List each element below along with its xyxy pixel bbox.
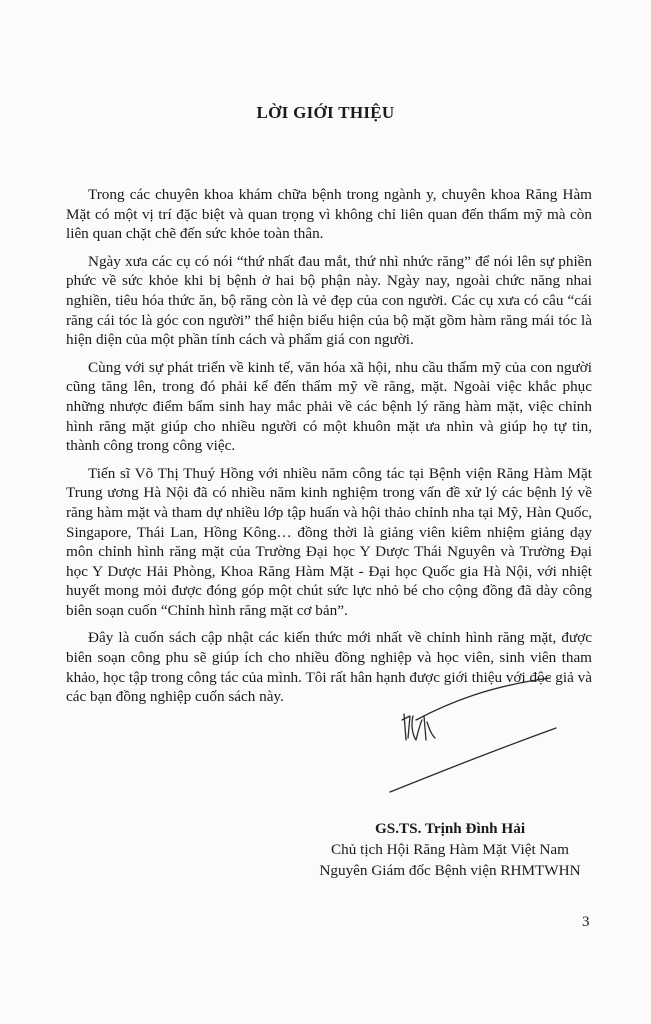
paragraph-3: Cùng với sự phát triển về kinh tế, văn hóa xã hội, nhu cầu thẩm mỹ của con người cũng tăng lên, trong đó phải kể đến thẩm mỹ về răng, mặt. Ngoài việc khắc phục những nhược điểm bẩm sinh hay mắc phải về các bệnh lý răng hàm mặt, việc chỉnh hình răng mặt giúp cho nhiều người có một khuôn mặt ưa nhìn và giúp họ tự tin, thành công trong công việc. <box>66 358 592 455</box>
signer-name: GS.TS. Trịnh Đình Hải <box>374 820 526 837</box>
body-text <box>66 185 592 715</box>
paragraph-4: Tiến sĩ Võ Thị Thuý Hồng với nhiều năm công tác tại Bệnh viện Răng Hàm Mặt Trung ương Hà Nội đã có nhiều năm kinh nghiệm trong vấn đề xử lý các bệnh lý về răng hàm mặt và tham dự nhiều lớp tập huấn và hội thảo chỉnh nha tại Mỹ, Hàn Quốc, Singapore, Thái Lan, Hồng Kông… đồng thời là giảng viên kiêm nhiệm giảng dạy môn chỉnh hình răng mặt của Trường Đại học Y Dược Thái Nguyên và Trường Đại học Y Dược Hải Phòng, Khoa Răng Hàm Mặt - Đại học Quốc gia Hà Nội, với nhiệt huyết mong mỏi được đóng góp một chút sức lực nhỏ bé cho cộng đồng đã dày công biên soạn cuốn “Chỉnh hình răng mặt cơ bản”. <box>66 464 592 619</box>
signer-title-1: Chủ tịch Hội Răng Hàm Mặt Việt Nam <box>331 841 569 858</box>
handwritten-signature <box>380 676 590 806</box>
paragraph-1: Trong các chuyên khoa khám chữa bệnh trong ngành y, chuyên khoa Răng Hàm Mặt có một vị trí đặc biệt và quan trọng vì không chỉ liên quan đến thẩm mỹ mà còn liên quan chặt chẽ đến sức khỏe toàn thân. <box>66 186 592 243</box>
paragraph-2: Ngày xưa các cụ có nói “thứ nhất đau mắt, thứ nhì nhức răng” để nói lên sự phiền phức về sức khỏe khi bị bệnh ở hai bộ phận này. Ngày nay, ngoài chức năng nhai nghiền, tiêu hóa thức ăn, bộ răng còn là vẻ đẹp của con người. Các cụ xưa có câu “cái răng cái tóc là góc con người” thể hiện biểu hiện của bộ mặt gồm hàm răng mái tóc là hiện diện của một phần tính cách và phẩm giá con người. <box>66 252 592 349</box>
signer-title-2: Nguyên Giám đốc Bệnh viện RHMTWHN <box>319 862 581 879</box>
signer-block <box>300 818 600 881</box>
paragraph-5: Đây là cuốn sách cập nhật các kiến thức mới nhất về chỉnh hình răng mặt, được biên soạn công phu sẽ giúp ích cho nhiều đồng nghiệp và học viên, sinh viên tham khảo, học tập trong công tác của mình. Tôi rất hân hạnh được giới thiệu với độc giả và các bạn đồng nghiệp cuốn sách này. <box>66 629 592 706</box>
page-title: LỜI GIỚI THIỆU <box>256 103 395 122</box>
page-number: 3 <box>582 914 590 930</box>
